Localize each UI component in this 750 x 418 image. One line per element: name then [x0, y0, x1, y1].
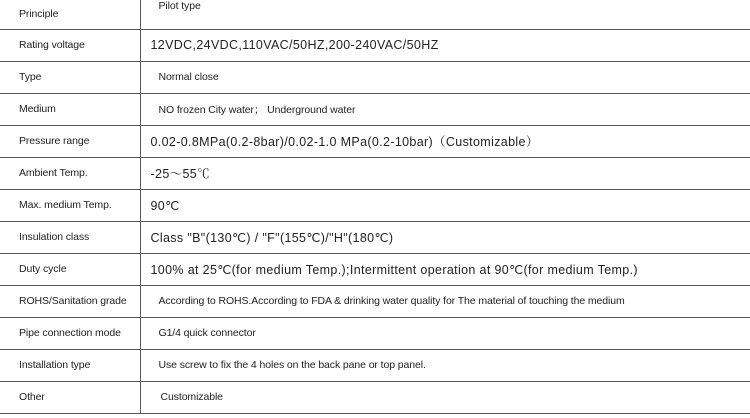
spec-row-pressure-range	[0, 125, 750, 157]
spec-row-pipe-connection-mode	[0, 317, 750, 349]
spec-row-other	[0, 381, 750, 413]
spec-label: Rating voltage	[0, 29, 140, 61]
spec-value: NO frozen City water； Underground water	[140, 93, 750, 125]
spec-value: Pilot type	[140, 0, 750, 29]
spec-label: Duty cycle	[0, 253, 140, 285]
spec-value: 12VDC,24VDC,110VAC/50HZ,200-240VAC/50HZ	[140, 29, 750, 61]
spec-value: -25～55℃	[140, 157, 750, 189]
spec-label: Principle	[0, 0, 140, 29]
spec-value: 0.02-0.8MPa(0.2-8bar)/0.02-1.0 MPa(0.2-10bar)（Customizable）	[140, 125, 750, 157]
spec-label: Pressure range	[0, 125, 140, 157]
spec-label: Other	[0, 381, 140, 413]
spec-row-rohs-sanitation-grade	[0, 285, 750, 317]
spec-value: Normal close	[140, 61, 750, 93]
spec-value: G1/4 quick connector	[140, 317, 750, 349]
spec-row-type	[0, 61, 750, 93]
spec-value: According to ROHS.According to FDA & drinking water quality for The material of touching the medium	[140, 285, 750, 317]
spec-row-installation-type	[0, 349, 750, 381]
spec-label: ROHS/Sanitation grade	[0, 285, 140, 317]
spec-row-max-medium-temp	[0, 189, 750, 221]
spec-value: 100% at 25℃(for medium Temp.);Intermittent operation at 90℃(for medium Temp.)	[140, 253, 750, 285]
spec-label: Max. medium Temp.	[0, 189, 140, 221]
spec-value: Use screw to fix the 4 holes on the back pane or top panel.	[140, 349, 750, 381]
spec-label: Type	[0, 61, 140, 93]
spec-row-duty-cycle	[0, 253, 750, 285]
spec-row-insulation-class	[0, 221, 750, 253]
spec-label: Medium	[0, 93, 140, 125]
spec-label: Pipe connection mode	[0, 317, 140, 349]
spec-label: Installation type	[0, 349, 140, 381]
spec-value: Class "B"(130℃) / "F"(155℃)/"H"(180℃)	[140, 221, 750, 253]
spec-row-ambient-temp	[0, 157, 750, 189]
spec-row-principle	[0, 0, 750, 29]
spec-row-medium	[0, 93, 750, 125]
spec-value: 90℃	[140, 189, 750, 221]
spec-label: Insulation class	[0, 221, 140, 253]
spec-row-rating-voltage	[0, 29, 750, 61]
spec-label: Ambient Temp.	[0, 157, 140, 189]
spec-value: Customizable	[140, 381, 750, 413]
